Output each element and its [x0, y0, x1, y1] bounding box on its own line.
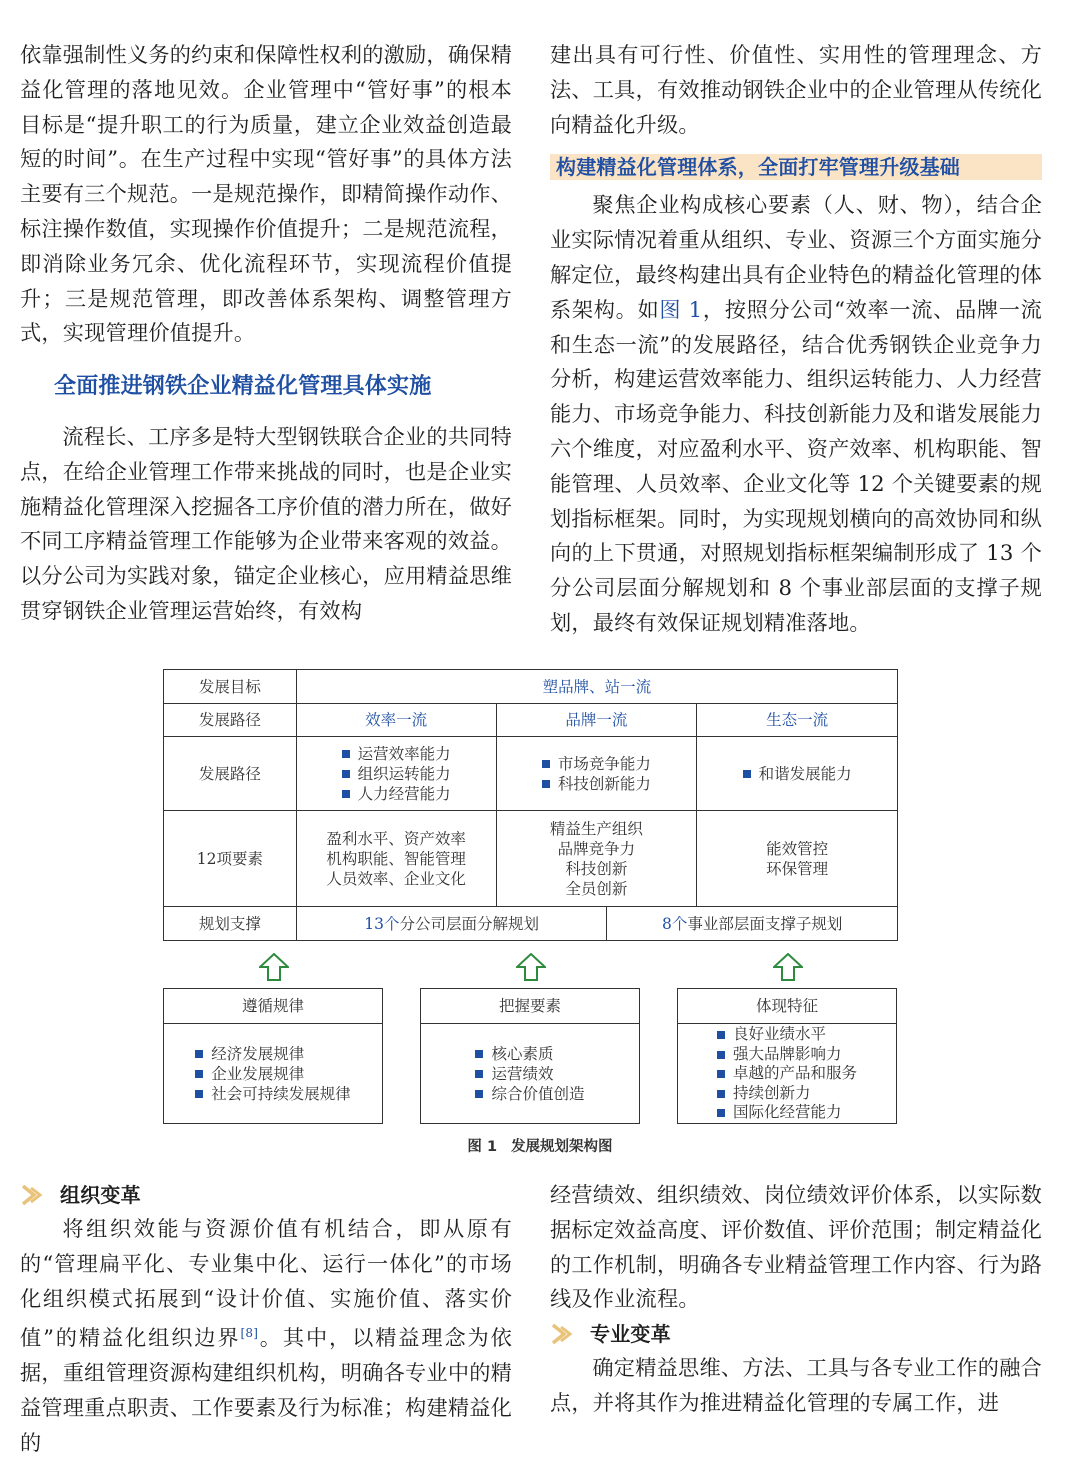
plan-table [163, 669, 898, 941]
figure-reference-link[interactable]: 图 1 [659, 296, 703, 322]
top-left-column [20, 38, 512, 629]
goal-value: 塑品牌、站一流 [296, 670, 897, 704]
list-item: 良好业绩水平 [717, 1025, 857, 1045]
support-cell: 8个事业部层面支撑子规划 [607, 907, 898, 941]
body-paragraph: 将组织效能与资源价值有机结合，即从原有的“管理扁平化、专业集中化、运行一体化”的市场化组织模式拓展到“设计价值、实施价值、落实价值”的精益化组织边界[8]。其中，以精益理念为依据，重组管理资源构建组织机构，明确各专业中的精益管理重点职责、工作要素及行为标准；构建精益化的 [20, 1216, 513, 1455]
row-label: 12项要素 [164, 811, 297, 907]
element-line: 精益生产组织 [549, 819, 643, 838]
list-item: 和谐发展能力 [743, 764, 852, 784]
list-item: 人力经营能力 [342, 784, 451, 804]
list-item: 国际化经营能力 [717, 1103, 857, 1123]
body-paragraph: 依靠强制性义务的约束和保障性权利的激励，确保精益化管理的落地见效。企业管理中“管好事”的根本目标是“提升职工的行为质量，建立企业效益创造最短的时间”。在生产过程中实现“管好事”的具体方法主要有三个规范。一是规范操作，即精简操作动作、标注操作数值，实现操作价值提升；二是规范流程，即消除业务冗余、优化流程环节，实现流程价值提升；三是规范管理，即改善体系架构、调整管理方式，实现管理价值提升。 [20, 42, 512, 346]
elements-cell [697, 811, 898, 907]
row-label: 发展目标 [164, 670, 297, 704]
path-cell: 效率一流 [296, 704, 496, 737]
list-item: 企业发展规律 [195, 1064, 351, 1084]
list-item: 市场竞争能力 [542, 754, 651, 774]
citation-link[interactable]: [8] [240, 1326, 259, 1341]
list-item: 经济发展规律 [195, 1044, 351, 1064]
ability-cell [296, 737, 496, 811]
path-cell: 生态一流 [697, 704, 898, 737]
up-arrow-icon [516, 953, 546, 981]
body-paragraph: 聚焦企业构成核心要素（人、财、物），结合企业实际情况着重从组织、专业、资源三个方面实施分解定位，最终构建出具有企业特色的精益化管理的体系架构。如图 1，按照分公司“效率一流、品牌一流和生态一流”的发展路径，结合优秀钢铁企业竞争力分析，构建运营效率能力、组织运转能力、人力经营能力、市场竞争能力、科技创新能力及和谐发展能力六个维度，对应盈利水平、资产效率、机构职能、智能管理、人员效率、企业文化等 12 个关键要素的规划指标框架。同时，为实现规划横向的高效协同和纵向的上下贯通，对照规划指标框架编制形成了 13 个分公司层面分解规划和 8 个事业部层面的支撑子规划，最终有效保证规划精准落地。 [550, 192, 1042, 635]
element-line: 能效管控 [766, 839, 829, 858]
elements-cell [296, 811, 496, 907]
box-title: 体现特征 [678, 989, 896, 1024]
element-line: 品牌竞争力 [557, 839, 636, 858]
list-item: 综合价值创造 [475, 1084, 584, 1104]
figure-caption: 图 1 发展规划架构图 [467, 1139, 613, 1155]
bottom-left-column [20, 1178, 512, 1461]
principle-box [420, 988, 640, 1124]
body-paragraph: 经营绩效、组织绩效、岗位绩效评价体系，以实际数据标定效益高度、评价数值、评价范围；制定精益化的工作机制，明确各专业精益管理工作内容、行为路线及作业流程。 [550, 1182, 1042, 1312]
bottom-right-column [550, 1178, 1042, 1421]
body-paragraph: 建出具有可行性、价值性、实用性的管理理念、方法、工具，有效推动钢铁企业中的企业管理从传统化向精益化升级。 [550, 42, 1042, 137]
box-title: 遵循规律 [164, 989, 382, 1024]
element-line: 科技创新 [565, 859, 628, 878]
list-item: 组织运转能力 [342, 764, 451, 784]
section-heading: 构建精益化管理体系，全面打牢管理升级基础 [550, 154, 1042, 180]
chevron-right-icon [20, 1184, 46, 1206]
subsection-heading: 专业变革 [550, 1317, 1042, 1351]
support-cell: 13个分公司层面分解规划 [296, 907, 607, 941]
element-line: 机构职能、智能管理 [326, 849, 466, 868]
element-line: 全员创新 [565, 879, 628, 898]
path-cell: 品牌一流 [496, 704, 697, 737]
ability-cell [697, 737, 898, 811]
list-item: 强大品牌影响力 [717, 1045, 857, 1065]
box-title: 把握要素 [421, 989, 639, 1024]
list-item: 核心素质 [475, 1044, 584, 1064]
row-label: 发展路径 [164, 704, 297, 737]
body-paragraph: 流程长、工序多是特大型钢铁联合企业的共同特点，在给企业管理工作带来挑战的同时，也是企业实施精益化管理深入挖掘各工序价值的潜力所在，做好不同工序精益管理工作能够为企业带来客观的效益。以分公司为实践对象，锚定企业核心，应用精益思维贯穿钢铁企业管理运营始终，有效构 [20, 423, 512, 623]
subsection-heading: 组织变革 [20, 1178, 512, 1212]
element-line: 人员效率、企业文化 [326, 869, 466, 888]
list-item: 持续创新力 [717, 1084, 857, 1104]
row-label: 规划支撑 [164, 907, 297, 941]
list-item: 运营绩效 [475, 1064, 584, 1084]
ability-cell [496, 737, 697, 811]
elements-cell [496, 811, 697, 907]
top-right-column [550, 38, 1042, 641]
element-line: 环保管理 [766, 859, 829, 878]
row-label: 发展路径 [164, 737, 297, 811]
body-paragraph: 确定精益思维、方法、工具与各专业工作的融合点，并将其作为推进精益化管理的专属工作，进 [550, 1355, 1042, 1415]
list-item: 科技创新能力 [542, 774, 651, 794]
principle-box [163, 988, 383, 1124]
list-item: 社会可持续发展规律 [195, 1084, 351, 1104]
chevron-right-icon [550, 1323, 576, 1345]
element-line: 盈利水平、资产效率 [326, 829, 466, 848]
section-heading: 全面推进钢铁企业精益化管理具体实施 [54, 374, 432, 400]
list-item: 运营效率能力 [342, 744, 451, 764]
up-arrow-icon [773, 953, 803, 981]
principle-box [677, 988, 897, 1124]
up-arrow-icon [259, 953, 289, 981]
list-item: 卓越的产品和服务 [717, 1064, 857, 1084]
